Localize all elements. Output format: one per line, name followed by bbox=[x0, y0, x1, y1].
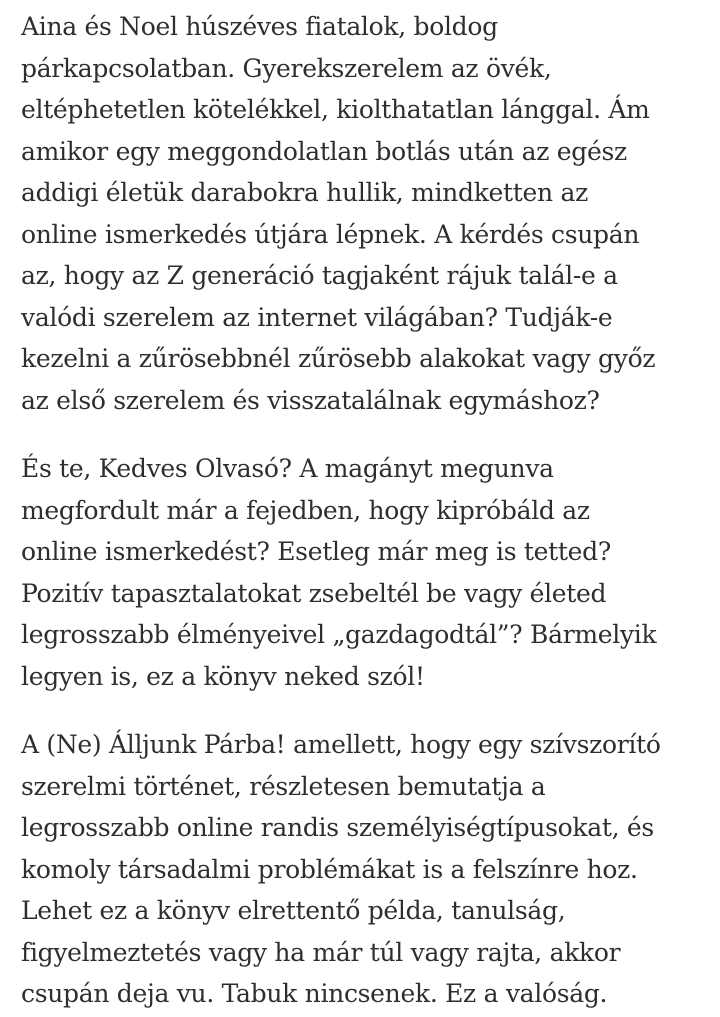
text-line: Pozitív tapasztalatokat zsebeltél be vagy életed bbox=[21, 578, 607, 608]
text-line: legrosszabb élményeivel „gazdagodtál”? Bármelyik bbox=[21, 620, 657, 649]
text-line: Aina és Noel húszéves fiatalok, boldog bbox=[21, 12, 498, 41]
text-line: online ismerkedést? Esetleg már meg is tetted? bbox=[21, 537, 611, 566]
text-line: Lehet ez a könyv elrettentő példa, tanulság, bbox=[21, 896, 566, 925]
text-line: online ismerkedés útjára lépnek. A kérdés csupán bbox=[21, 219, 640, 249]
text-line: valódi szerelem az internet világában? Tudják-e bbox=[21, 302, 613, 332]
text-line: szerelmi történet, részletesen bemutatja a bbox=[21, 771, 546, 801]
text-line: eltéphetetlen kötelékkel, kiolthatatlan lánggal. Ám bbox=[21, 95, 650, 124]
text-line: párkapcsolatban. Gyerekszerelem az övék, bbox=[21, 53, 552, 83]
text-line: És te, Kedves Olvasó? A magányt megunva bbox=[21, 454, 554, 483]
text-line: kezelni a zűrösebbnél zűrösebb alakokat vagy győz bbox=[21, 344, 656, 373]
text-line: addigi életük darabokra hullik, mindketten az bbox=[21, 178, 588, 207]
paragraph-book-summary bbox=[21, 724, 702, 1015]
text-line: csupán deja vu. Tabuk nincsenek. Ez a valóság. bbox=[21, 979, 608, 1008]
text-line: legyen is, ez a könyv neked szól! bbox=[21, 661, 425, 691]
text-line: amikor egy meggondolatlan botlás után az egész bbox=[21, 136, 627, 166]
text-line: figyelmeztetés vagy ha már túl vagy rajta, akkor bbox=[21, 937, 621, 967]
text-line: megfordult már a fejedben, hogy kipróbáld az bbox=[21, 495, 590, 525]
text-line: komoly társadalmi problémákat is a felszínre hoz. bbox=[21, 854, 638, 884]
text-line: az első szerelem és visszatalálnak egymáshoz? bbox=[21, 385, 600, 415]
text-line: A (Ne) Álljunk Párba! amellett, hogy egy szívszorító bbox=[21, 730, 661, 759]
paragraph-reader-address bbox=[21, 448, 702, 697]
text-line: legrosszabb online randis személyiségtípusokat, és bbox=[21, 813, 654, 842]
paragraph-story-intro bbox=[21, 6, 702, 421]
text-line: az, hogy az Z generáció tagjaként rájuk talál-e a bbox=[21, 261, 618, 290]
